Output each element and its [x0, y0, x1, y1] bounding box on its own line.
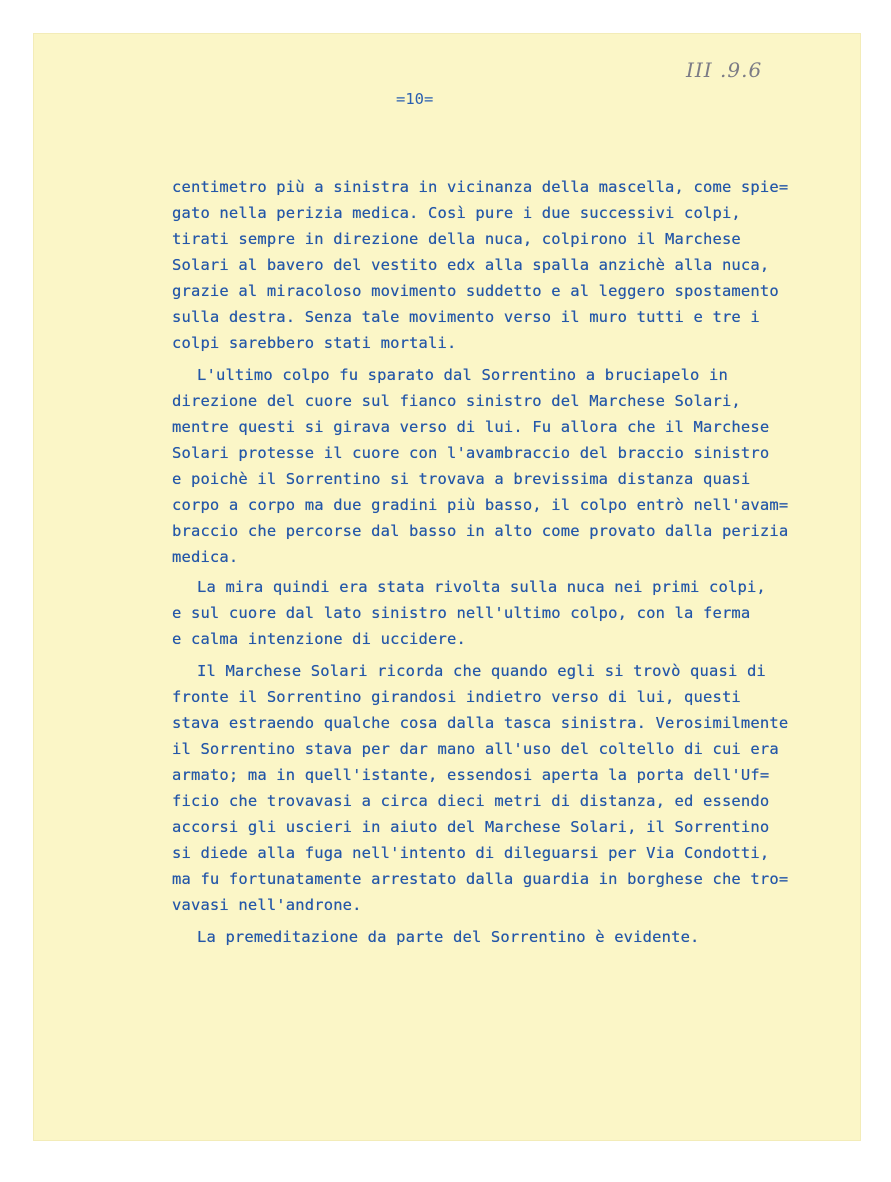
text-line: grazie al miracoloso movimento suddetto e al leggero spostamento: [172, 282, 779, 300]
text-line: colpi sarebbero stati mortali.: [172, 334, 457, 352]
text-line: accorsi gli uscieri in aiuto del Marchese Solari, il Sorrentino: [172, 818, 770, 836]
text-line: ficio che trovavasi a circa dieci metri di distanza, ed essendo: [172, 792, 770, 810]
text-line: fronte il Sorrentino girandosi indietro verso di lui, questi: [172, 688, 741, 706]
text-line: ma fu fortunatamente arrestato dalla guardia in borghese che tro=: [172, 870, 789, 888]
text-line: La premeditazione da parte del Sorrentino è evidente.: [197, 928, 700, 946]
text-line: Solari al bavero del vestito edx alla spalla anzichè alla nuca,: [172, 256, 770, 274]
text-line: Il Marchese Solari ricorda che quando egli si trovò quasi di: [197, 662, 766, 680]
page-number: =10=: [396, 90, 434, 108]
text-line: armato; ma in quell'istante, essendosi aperta la porta dell'Uf=: [172, 766, 770, 784]
text-line: il Sorrentino stava per dar mano all'uso del coltello di cui era: [172, 740, 779, 758]
text-line: corpo a corpo ma due gradini più basso, il colpo entrò nell'avam=: [172, 496, 789, 514]
text-line: sulla destra. Senza tale movimento verso il muro tutti e tre i: [172, 308, 760, 326]
text-line: si diede alla fuga nell'intento di dileguarsi per Via Condotti,: [172, 844, 770, 862]
text-line: La mira quindi era stata rivolta sulla nuca nei primi colpi,: [197, 578, 766, 596]
text-line: e calma intenzione di uccidere.: [172, 630, 466, 648]
text-line: vavasi nell'androne.: [172, 896, 362, 914]
text-line: e sul cuore dal lato sinistro nell'ultimo colpo, con la ferma: [172, 604, 751, 622]
text-line: direzione del cuore sul fianco sinistro del Marchese Solari,: [172, 392, 741, 410]
text-line: tirati sempre in direzione della nuca, colpirono il Marchese: [172, 230, 741, 248]
text-line: e poichè il Sorrentino si trovava a brevissima distanza quasi: [172, 470, 751, 488]
text-line: centimetro più a sinistra in vicinanza della mascella, come spie=: [172, 178, 789, 196]
text-line: L'ultimo colpo fu sparato dal Sorrentino a bruciapelo in: [197, 366, 728, 384]
archive-mark: III .9.6: [686, 58, 763, 82]
text-line: mentre questi si girava verso di lui. Fu allora che il Marchese: [172, 418, 770, 436]
text-line: braccio che percorse dal basso in alto come provato dalla perizia: [172, 522, 789, 540]
text-line: gato nella perizia medica. Così pure i due successivi colpi,: [172, 204, 741, 222]
text-line: Solari protesse il cuore con l'avambraccio del braccio sinistro: [172, 444, 770, 462]
text-line: stava estraendo qualche cosa dalla tasca sinistra. Verosimilmente: [172, 714, 789, 732]
text-line: medica.: [172, 548, 239, 566]
